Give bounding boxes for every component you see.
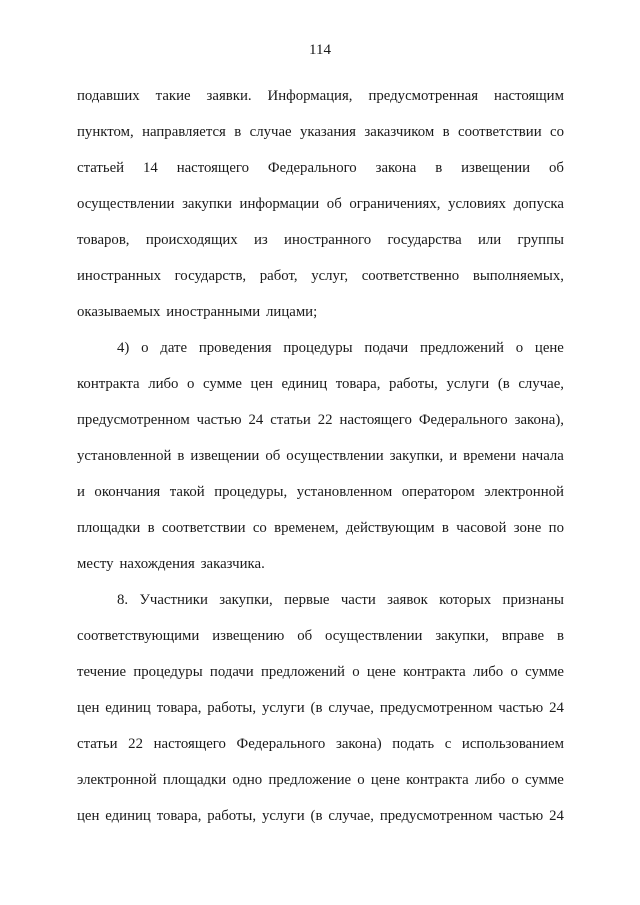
word: товара, [335, 376, 381, 392]
word: осуществлении [325, 628, 423, 644]
word: 14 [143, 160, 158, 176]
text-line [77, 582, 564, 618]
word: времени [463, 448, 516, 464]
word: оператором [401, 484, 475, 500]
word: по [548, 520, 564, 536]
word: цен [77, 700, 100, 716]
word: работы, [207, 700, 257, 716]
text-line [77, 258, 564, 294]
word: услуг, [311, 268, 349, 284]
word: частью [498, 808, 544, 824]
word: 4) [117, 340, 130, 356]
word: 22 [128, 736, 143, 752]
word: соответствующими [77, 628, 200, 644]
word: работы, [389, 376, 438, 392]
word: 24 [549, 808, 564, 824]
word: (в [497, 376, 510, 392]
word: закупки, [219, 592, 273, 608]
word: единиц [281, 376, 328, 392]
word: которых [439, 592, 492, 608]
word: предусмотренном [379, 808, 493, 824]
word: площадки [77, 520, 141, 536]
word: услуги [261, 808, 305, 824]
word: статьи [77, 736, 118, 752]
word: осуществлении [286, 448, 384, 464]
word: со [252, 520, 267, 536]
word: подачи [364, 340, 409, 356]
word: контракта [77, 376, 140, 392]
word: первые [284, 592, 330, 608]
text-line [77, 474, 564, 510]
text-line [77, 330, 564, 366]
word: настоящим [494, 88, 564, 104]
word: 24 [248, 412, 264, 428]
word: подать [392, 736, 435, 752]
word: окончания [94, 484, 161, 500]
word: в [234, 124, 242, 140]
word: установленной [77, 448, 172, 464]
word: закона) [335, 736, 382, 752]
word: происходящих [145, 232, 238, 248]
word: такой [169, 484, 205, 500]
text-line [77, 690, 564, 726]
word: цене [370, 772, 400, 788]
word: части [340, 592, 376, 608]
word: процедуры [283, 340, 353, 356]
word: Участники [139, 592, 208, 608]
word: о [352, 664, 360, 680]
word: случае [249, 124, 292, 140]
word: случае, [518, 376, 564, 392]
text-line [77, 798, 564, 834]
word: статьей [77, 160, 125, 176]
word: начала [521, 448, 564, 464]
word: о [515, 340, 524, 356]
text-line [77, 438, 564, 474]
text-line: оказываемых иностранными лицами; [77, 304, 318, 320]
word: товара, [156, 808, 202, 824]
text-line [77, 222, 564, 258]
word: извещении [190, 448, 260, 464]
word: извещению [212, 628, 285, 644]
word: и [77, 484, 85, 500]
word: со [550, 124, 564, 140]
word: в [177, 448, 185, 464]
word: услуги [261, 700, 305, 716]
document-body [77, 78, 564, 834]
word: соответствии [161, 520, 246, 536]
word: заказчиком [364, 124, 435, 140]
word: условиях [448, 196, 506, 212]
word: контракта [406, 772, 469, 788]
word: цене [534, 340, 564, 356]
word: процедуры, [214, 484, 288, 500]
word: предусмотренном [379, 700, 493, 716]
word: установленном [296, 484, 393, 500]
word: пунктом, [77, 124, 134, 140]
paragraph [77, 582, 564, 834]
word: использованием [461, 736, 564, 752]
word: электронной [77, 772, 157, 788]
word: цен [77, 808, 100, 824]
word: закона [375, 160, 417, 176]
word: ограничениях, [349, 196, 441, 212]
word: цен [250, 376, 273, 392]
word: о [511, 772, 519, 788]
word: предусмотренная [368, 88, 479, 104]
text-line [77, 762, 564, 798]
word: настоящего [176, 160, 249, 176]
word: и [449, 448, 458, 464]
word: контракта [403, 664, 466, 680]
word: статьи [270, 412, 311, 428]
word: (в [310, 808, 323, 824]
word: (в [310, 700, 323, 716]
text-line [77, 726, 564, 762]
text-line [77, 186, 564, 222]
word: временем, [274, 520, 339, 536]
word: предложение [268, 772, 352, 788]
word: процедуры [133, 664, 203, 680]
word: информации [239, 196, 320, 212]
word: проведения [198, 340, 272, 356]
word: одно [232, 772, 263, 788]
word: 24 [549, 700, 564, 716]
text-line [77, 510, 564, 546]
word: выполняемых, [472, 268, 564, 284]
word: государства [387, 232, 462, 248]
word: сумме [525, 664, 564, 680]
word: либо [148, 376, 179, 392]
word: Федерального [236, 736, 326, 752]
word: соответствии [458, 124, 542, 140]
word: закупки, [389, 448, 444, 464]
word: 8. [117, 592, 129, 608]
word: предложений [419, 340, 504, 356]
text-line [77, 654, 564, 690]
word: 22 [317, 412, 333, 428]
word: действующим [345, 520, 435, 536]
word: Информация, [267, 88, 353, 104]
word: заявок [387, 592, 428, 608]
word: извещении [461, 160, 531, 176]
text-line [77, 366, 564, 402]
word: течение [77, 664, 127, 680]
word: в [556, 628, 564, 644]
word: из [253, 232, 268, 248]
word: либо [474, 772, 506, 788]
word: в [442, 124, 450, 140]
word: работы, [207, 808, 257, 824]
word: заявки. [206, 88, 252, 104]
word: электронной [484, 484, 564, 500]
text-line [77, 78, 564, 114]
word: о [510, 664, 518, 680]
word: об [326, 196, 342, 212]
word: зоне [513, 520, 542, 536]
word: в [441, 520, 449, 536]
word: признаны [502, 592, 564, 608]
paragraph [77, 330, 564, 582]
word: дате [160, 340, 188, 356]
text-line: месту нахождения заказчика. [77, 556, 265, 572]
word: соответственно [361, 268, 460, 284]
word: случае, [328, 700, 374, 716]
word: единиц [105, 700, 151, 716]
word: настоящего [153, 736, 226, 752]
word: иностранных [77, 268, 161, 284]
word: закона), [514, 412, 564, 428]
text-line [77, 114, 564, 150]
word: подачи [209, 664, 254, 680]
word: указания [300, 124, 356, 140]
word: о [187, 376, 195, 392]
word: об [297, 628, 313, 644]
word: Федерального [267, 160, 357, 176]
word: предложений [260, 664, 345, 680]
text-line [77, 618, 564, 654]
word: с [444, 736, 452, 752]
word: часовой [456, 520, 507, 536]
word: товара, [156, 700, 202, 716]
word: об [265, 448, 281, 464]
word: государств, [174, 268, 247, 284]
word: либо [472, 664, 504, 680]
word: сумме [203, 376, 242, 392]
paragraph [77, 78, 564, 330]
word: в [147, 520, 155, 536]
word: такие [155, 88, 191, 104]
text-line [77, 402, 564, 438]
word: услуги [446, 376, 490, 392]
word: единиц [105, 808, 151, 824]
word: вправе [501, 628, 545, 644]
word: группы [517, 232, 564, 248]
word: подавших [77, 88, 140, 104]
word: направляется [142, 124, 226, 140]
word: товаров, [77, 232, 130, 248]
word: площадки [162, 772, 227, 788]
word: иностранного [284, 232, 372, 248]
word: в [435, 160, 443, 176]
word: цене [366, 664, 396, 680]
word: сумме [525, 772, 564, 788]
word: допуска [513, 196, 564, 212]
word: об [548, 160, 564, 176]
word: о [357, 772, 365, 788]
word: осуществлении [77, 196, 175, 212]
word: работ, [259, 268, 298, 284]
word: настоящего [339, 412, 412, 428]
page-number: 114 [309, 42, 331, 58]
word: предусмотренном [77, 412, 190, 428]
word: о [141, 340, 149, 356]
word: закупки, [435, 628, 489, 644]
word: частью [498, 700, 544, 716]
word: закупки [182, 196, 232, 212]
word: случае, [328, 808, 374, 824]
text-line [77, 150, 564, 186]
word: или [477, 232, 502, 248]
word: частью [196, 412, 242, 428]
word: Федерального [418, 412, 508, 428]
